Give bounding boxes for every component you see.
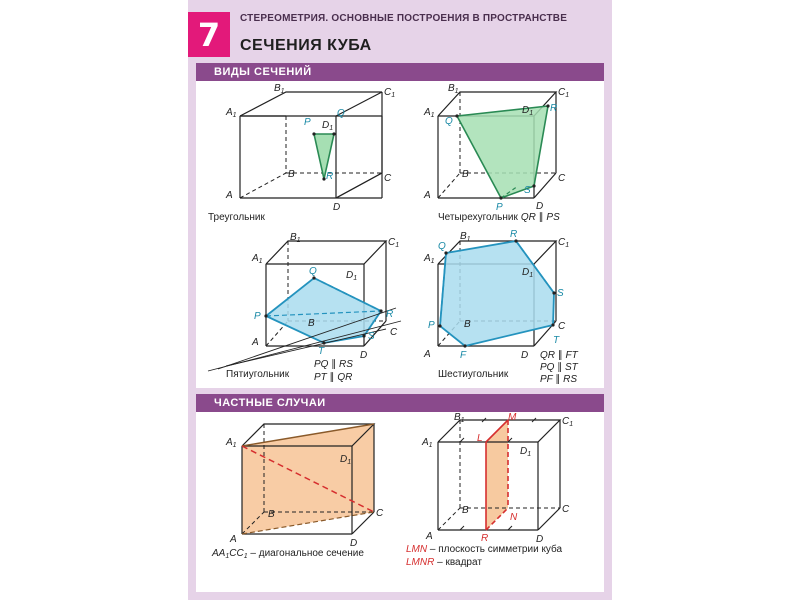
figure-hexagon bbox=[423, 229, 579, 385]
label-P: P bbox=[496, 202, 503, 213]
label-F: F bbox=[460, 350, 467, 361]
label-C: C bbox=[376, 508, 384, 519]
label-D1: $D_1$ bbox=[522, 105, 534, 117]
label-C1: $C_1$ bbox=[384, 87, 396, 99]
caption-symmetry-plane: LMN – плоскость симметрии куба bbox=[406, 544, 563, 555]
label-A: A bbox=[424, 349, 431, 360]
label-D1: $D_1$ bbox=[340, 454, 352, 466]
label-B1: $B_1$ bbox=[290, 232, 301, 244]
panel-section-types bbox=[196, 81, 604, 388]
label-C: C bbox=[558, 173, 566, 184]
label-C: C bbox=[562, 504, 570, 515]
label-C1: $C_1$ bbox=[558, 87, 570, 99]
caption-square: LMNR – квадрат bbox=[406, 557, 482, 568]
caption-pentagon: Пятиугольник bbox=[226, 369, 290, 380]
label-B: B bbox=[462, 505, 469, 516]
hexagon-condition-3: PF ∥ RS bbox=[540, 374, 578, 385]
label-L: L bbox=[477, 433, 483, 444]
label-T: T bbox=[553, 335, 560, 346]
label-T: T bbox=[318, 346, 325, 357]
label-B1: $B_1$ bbox=[274, 83, 285, 95]
label-R: R bbox=[481, 533, 489, 544]
label-R: R bbox=[550, 103, 558, 114]
label-A: A bbox=[426, 531, 433, 542]
label-D1: $D_1$ bbox=[322, 120, 334, 132]
pentagon-condition-1: PQ ∥ RS bbox=[314, 359, 353, 370]
label-R: R bbox=[510, 229, 518, 240]
label-D: D bbox=[333, 202, 341, 213]
label-D: D bbox=[521, 350, 529, 361]
label-C: C bbox=[384, 173, 392, 184]
panel-special-cases bbox=[196, 412, 604, 592]
label-B: B bbox=[288, 169, 295, 180]
label-P: P bbox=[428, 320, 435, 331]
label-A: A bbox=[424, 190, 431, 201]
label-M: M bbox=[508, 412, 517, 423]
label-A: A bbox=[252, 337, 259, 348]
sheet-number-badge: 7 bbox=[188, 12, 230, 57]
label-D1: $D_1$ bbox=[520, 446, 532, 458]
hexagon-condition-1: QR ∥ FT bbox=[540, 350, 578, 361]
label-A: A bbox=[226, 190, 233, 201]
caption-diagonal-section: $AA_1CC_1$ – диагональное сечение bbox=[212, 548, 364, 560]
label-B: B bbox=[462, 169, 469, 180]
label-B1: $B_1$ bbox=[454, 412, 465, 424]
label-B: B bbox=[268, 509, 275, 520]
caption-quadrilateral: Четырехугольник QR ∥ PS bbox=[438, 212, 560, 223]
label-D: D bbox=[536, 534, 544, 545]
label-R: R bbox=[386, 309, 394, 320]
label-Q: Q bbox=[445, 116, 453, 127]
caption-hexagon: Шестиугольник bbox=[438, 369, 509, 380]
label-A1: $A_1$ bbox=[422, 437, 433, 449]
poster-subtitle: СТЕРЕОМЕТРИЯ. ОСНОВНЫЕ ПОСТРОЕНИЯ В ПРОСТРАНСТВЕ bbox=[240, 13, 568, 24]
label-D: D bbox=[360, 350, 368, 361]
label-C: C bbox=[390, 327, 398, 338]
poster-title: СЕЧЕНИЯ КУБА bbox=[240, 37, 372, 54]
pentagon-condition-2: PT ∥ QR bbox=[314, 372, 353, 383]
label-B: B bbox=[308, 318, 315, 329]
figure-triangle bbox=[208, 83, 395, 223]
section-bar-special-cases: ЧАСТНЫЕ СЛУЧАИ bbox=[196, 394, 604, 412]
label-C: C bbox=[558, 321, 566, 332]
hexagon-condition-2: PQ ∥ ST bbox=[540, 362, 578, 373]
label-S: S bbox=[524, 185, 531, 196]
label-C1: $C_1$ bbox=[558, 237, 570, 249]
label-A: A bbox=[230, 534, 237, 545]
figure-diagonal-section bbox=[211, 424, 384, 560]
label-S: S bbox=[557, 288, 564, 299]
label-R: R bbox=[326, 171, 334, 182]
caption-triangle: Треугольник bbox=[208, 212, 265, 223]
figure-quadrilateral bbox=[423, 83, 569, 223]
label-B: B bbox=[464, 319, 471, 330]
label-A1: $A_1$ bbox=[424, 107, 435, 119]
label-D: D bbox=[536, 201, 544, 212]
label-P: P bbox=[254, 311, 261, 322]
label-A1: $A_1$ bbox=[226, 107, 237, 119]
label-P: P bbox=[304, 117, 311, 128]
section-bar-types: ВИДЫ СЕЧЕНИЙ bbox=[196, 63, 604, 81]
label-N: N bbox=[510, 512, 518, 523]
label-D1: $D_1$ bbox=[346, 270, 358, 282]
label-A1: $A_1$ bbox=[226, 437, 237, 449]
figure-pentagon bbox=[208, 232, 401, 383]
label-Q: Q bbox=[309, 266, 317, 277]
poster bbox=[188, 0, 612, 600]
special-cases-drawing bbox=[196, 412, 604, 592]
label-A1: $A_1$ bbox=[252, 253, 263, 265]
label-S: S bbox=[368, 331, 375, 342]
label-C1: $C_1$ bbox=[562, 416, 574, 428]
label-A1: $A_1$ bbox=[424, 253, 435, 265]
label-D: D bbox=[350, 538, 358, 549]
label-Q: Q bbox=[438, 241, 446, 252]
label-C1: $C_1$ bbox=[388, 237, 400, 249]
section-types-drawing bbox=[196, 81, 604, 388]
label-B1: $B_1$ bbox=[460, 231, 471, 243]
figure-symmetry-plane bbox=[406, 412, 573, 568]
label-D1: $D_1$ bbox=[522, 267, 534, 279]
label-Q: Q bbox=[337, 108, 345, 119]
label-B1: $B_1$ bbox=[448, 83, 459, 95]
